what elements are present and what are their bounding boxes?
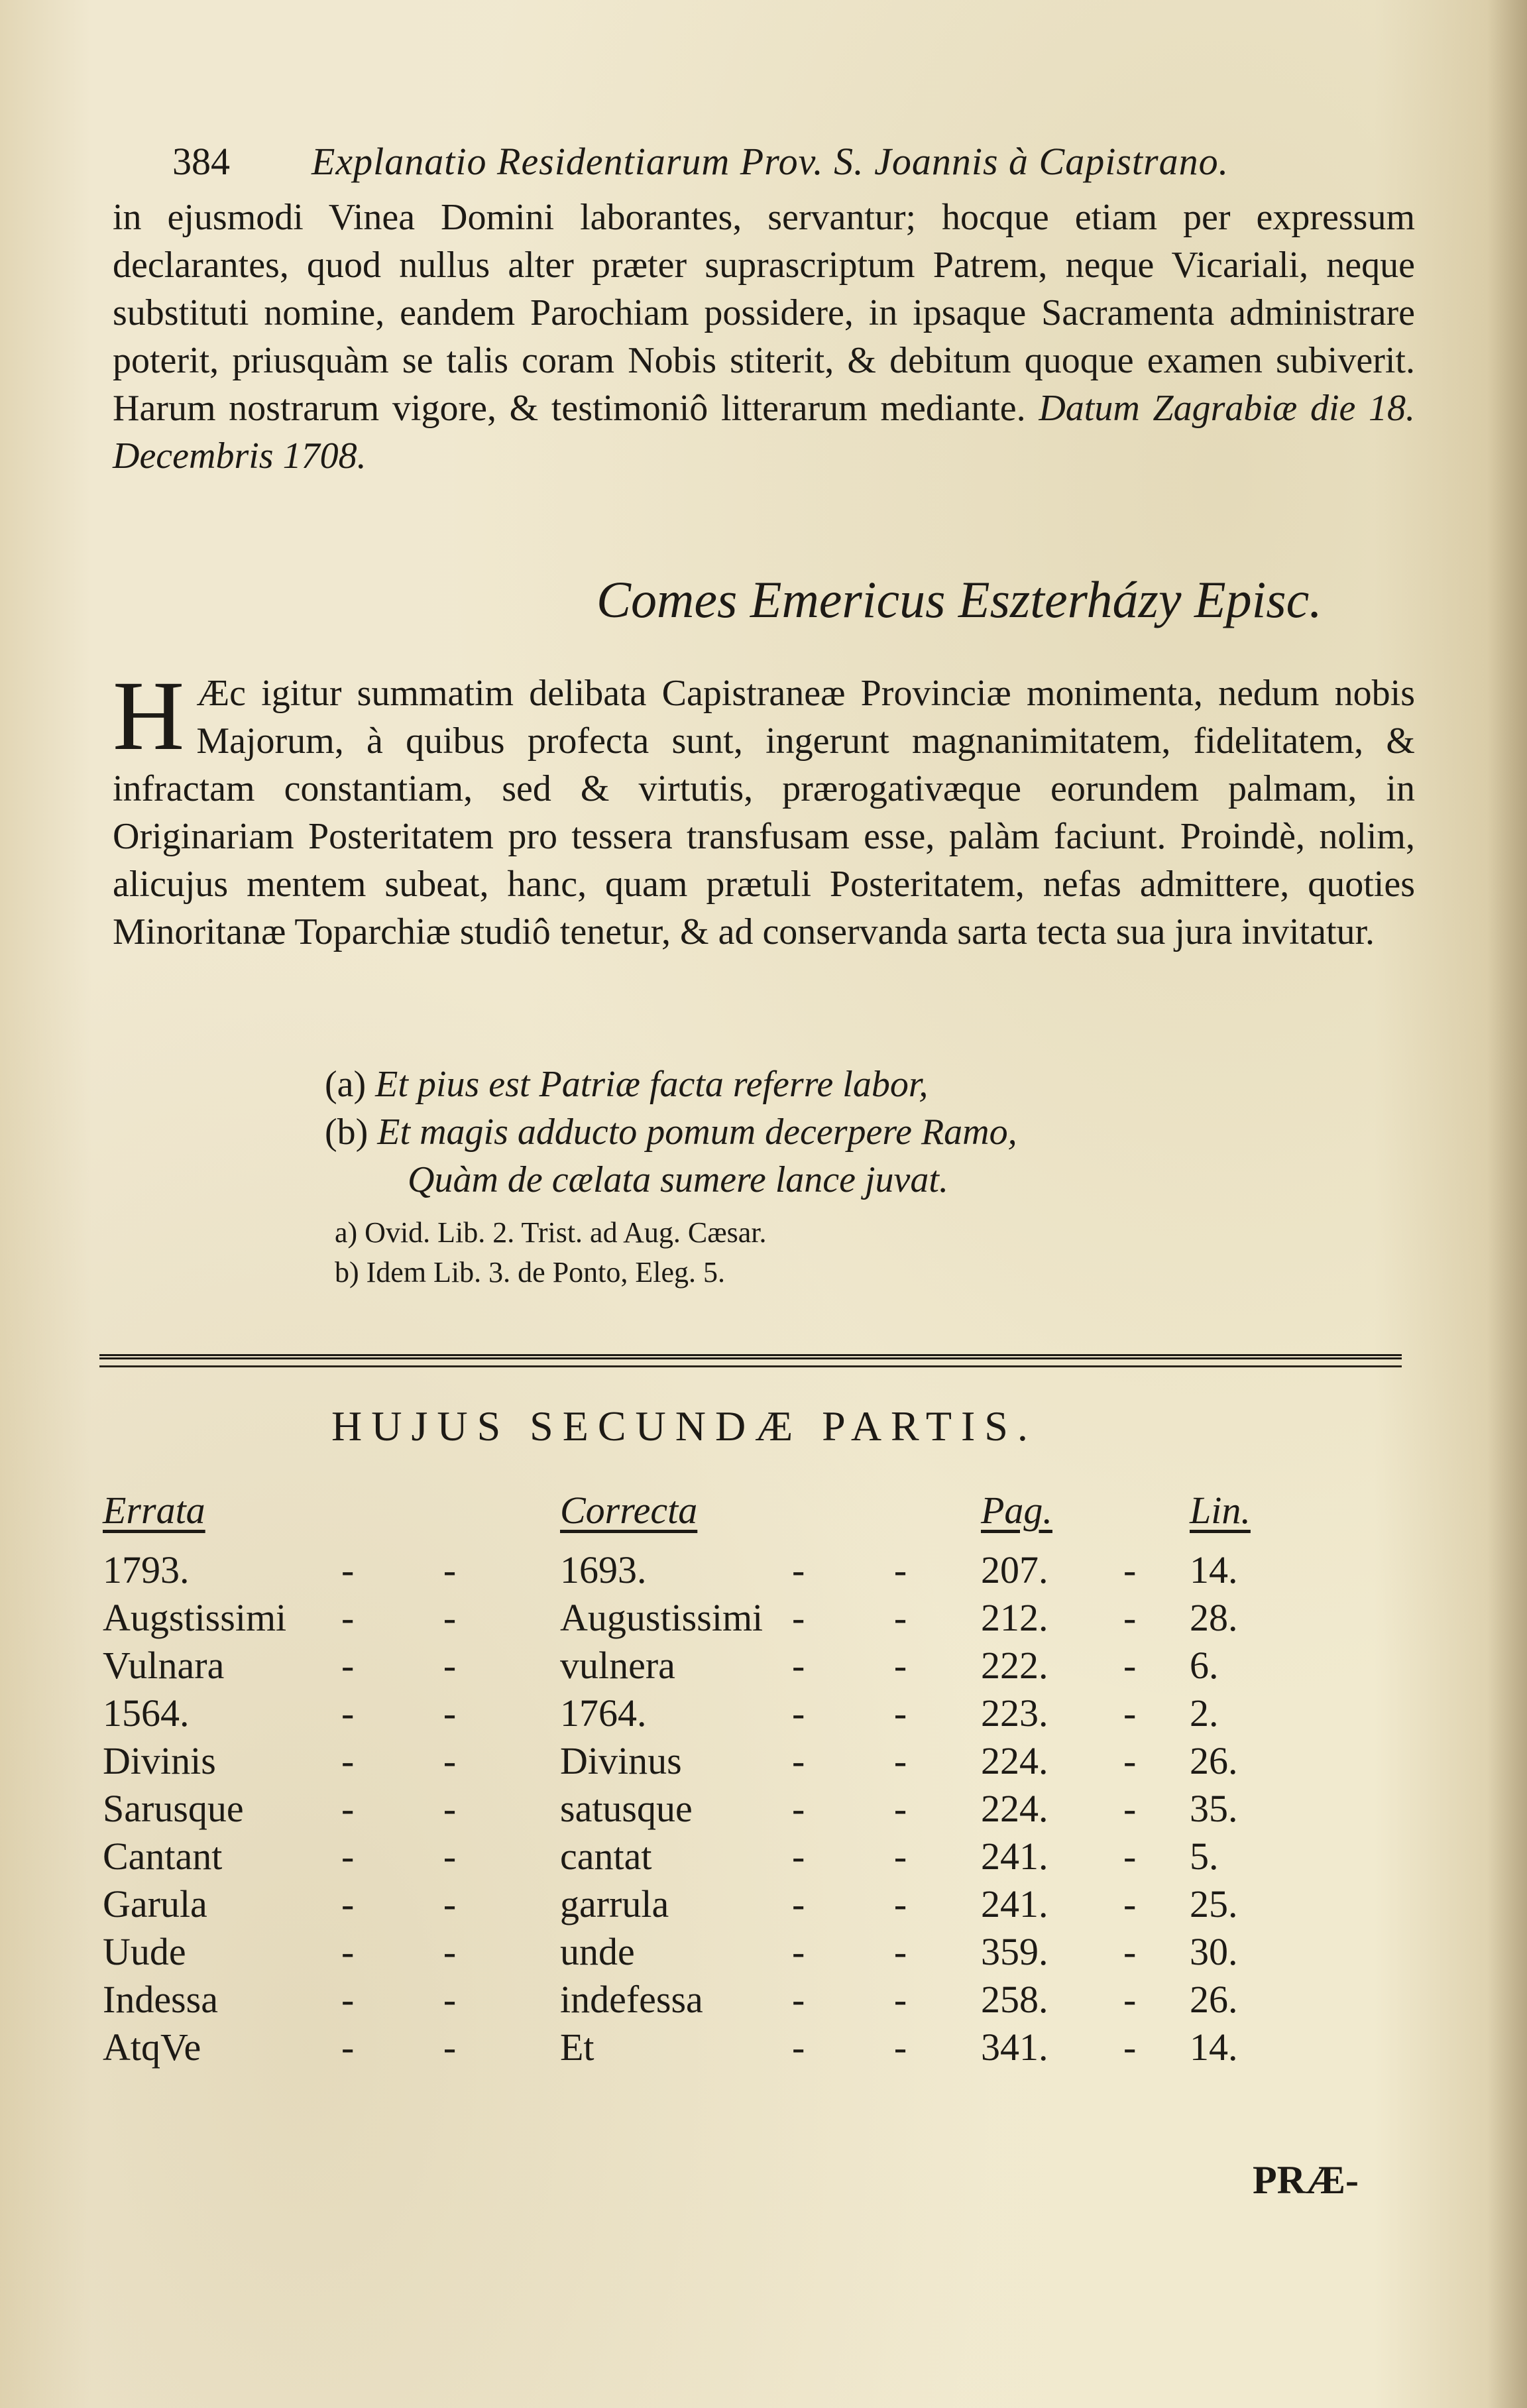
pag-cell: 224. <box>981 1739 1048 1782</box>
verse-line <box>325 1108 1418 1156</box>
errata-row <box>103 1691 1316 1739</box>
errata-header-row <box>103 1488 1316 1548</box>
errata-cell: 1793. <box>103 1548 190 1591</box>
verse-marker: (b) <box>325 1112 368 1153</box>
errata-cell: Garula <box>103 1882 207 1925</box>
pag-cell: 241. <box>981 1835 1048 1878</box>
leader-dashes: - <box>1123 1978 1137 2021</box>
errata-row <box>103 1977 1316 2025</box>
leader-dashes: - - <box>341 1644 496 1687</box>
pag-cell: 222. <box>981 1644 1048 1687</box>
leader-dashes: - <box>1123 2026 1137 2069</box>
leader-dashes: - <box>1123 1930 1137 1973</box>
leader-dashes: - <box>1123 1691 1137 1735</box>
correcta-cell: Augustissimi <box>560 1596 764 1639</box>
drop-cap: H <box>113 661 185 771</box>
leader-dashes: - - <box>341 2026 496 2069</box>
header-pag: Pag. <box>981 1489 1052 1532</box>
verse-text: Quàm de cælata sumere lance juvat. <box>408 1159 948 1200</box>
errata-cell: AtqVe <box>103 2026 201 2069</box>
verse-line <box>408 1156 1501 1204</box>
errata-cell: Divinis <box>103 1739 216 1782</box>
errata-cell: Vulnara <box>103 1644 225 1687</box>
leader-dashes: - - <box>792 1548 947 1591</box>
errata-cell: Uude <box>103 1930 186 1973</box>
lin-cell: 26. <box>1190 1978 1238 2021</box>
section-rule-thin <box>99 1365 1402 1367</box>
letter-text: in ejusmodi Vinea Domini laborantes, servantur; hocque etiam per expressum declarantes, quod nullus alter præter suprascriptum Patrem, neque Vicariali, neque substituti nomine, eandem Parochiam possidere, in ipsaque Sacramenta administrare poterit, priusquàm se talis coram Nobis stiterit, & debitum quoque examen subiverit. Harum nostrarum vigore, & testimoniô litterarum mediante. <box>113 197 1415 429</box>
footnote: b) Idem Lib. 3. de Ponto, Eleg. 5. <box>335 1256 726 1289</box>
pag-cell: 241. <box>981 1882 1048 1925</box>
lin-cell: 6. <box>1190 1644 1219 1687</box>
errata-row <box>103 1882 1316 1929</box>
footnotes <box>335 1213 767 1292</box>
errata-cell: Cantant <box>103 1835 223 1878</box>
leader-dashes: - - <box>792 1691 947 1735</box>
lin-cell: 2. <box>1190 1691 1219 1735</box>
leader-dashes: - <box>1123 1835 1137 1878</box>
pag-cell: 258. <box>981 1978 1048 2021</box>
errata-row <box>103 1595 1316 1643</box>
correcta-cell: 1764. <box>560 1691 647 1735</box>
pag-cell: 207. <box>981 1548 1048 1591</box>
leader-dashes: - - <box>792 1978 947 2021</box>
lin-cell: 26. <box>1190 1739 1238 1782</box>
lin-cell: 28. <box>1190 1596 1238 1639</box>
page-header <box>172 139 1379 192</box>
leader-dashes: - <box>1123 1739 1137 1782</box>
correcta-cell: 1693. <box>560 1548 647 1591</box>
lin-cell: 25. <box>1190 1882 1238 1925</box>
header-correcta: Correcta <box>560 1489 698 1532</box>
errata-cell: Indessa <box>103 1978 218 2021</box>
leader-dashes: - - <box>792 1644 947 1687</box>
correcta-cell: satusque <box>560 1787 693 1830</box>
running-title: Explanatio Residentiarum Prov. S. Joannis à Capistrano. <box>311 140 1229 183</box>
correcta-cell: Divinus <box>560 1739 682 1782</box>
errata-rows <box>103 1548 1316 2073</box>
leader-dashes: - - <box>341 1930 496 1973</box>
leader-dashes: - - <box>792 1835 947 1878</box>
lin-cell: 14. <box>1190 1548 1238 1591</box>
closing-text: Æc igitur summatim delibata Capistraneæ Provinciæ monimenta, nedum nobis Majorum, à quibus profecta sunt, ingerunt magnanimitatem, fidelitatem, & infractam constantiam, sed & virtutis, prærogativæque eorundem palmam, in Originariam Posteritatem pro tessera transfusam esse, palàm faciunt. Proindè, nolim, alicujus mentem subeat, hanc, quam prætuli Posteritatem, nefas admittere, quoties Minoritanæ Toparchiæ studiô tenetur, & ad conservanda sarta tecta sua jura invitatur. <box>113 673 1415 952</box>
errata-row <box>103 1643 1316 1691</box>
lin-cell: 14. <box>1190 2026 1238 2069</box>
pag-cell: 359. <box>981 1930 1048 1973</box>
verse-text: Et magis adducto pomum decerpere Ramo, <box>377 1112 1017 1153</box>
correcta-cell: unde <box>560 1930 635 1973</box>
errata-row <box>103 1739 1316 1786</box>
leader-dashes: - - <box>792 1739 947 1782</box>
footnote: a) Ovid. Lib. 2. Trist. ad Aug. Cæsar. <box>335 1216 767 1249</box>
errata-cell: Augstissimi <box>103 1596 287 1639</box>
leader-dashes: - - <box>341 1787 496 1830</box>
leader-dashes: - <box>1123 1787 1137 1830</box>
leader-dashes: - - <box>792 1882 947 1925</box>
leader-dashes: - <box>1123 1882 1137 1925</box>
errata-table <box>103 1488 1316 2073</box>
leader-dashes: - - <box>792 1930 947 1973</box>
pag-cell: 341. <box>981 2026 1048 2069</box>
errata-row <box>103 1834 1316 1882</box>
correcta-cell: cantat <box>560 1835 652 1878</box>
leader-dashes: - <box>1123 1548 1137 1591</box>
signature-line: Comes Emericus Eszterházy Episc. <box>596 571 1322 628</box>
correcta-cell: Et <box>560 2026 594 2069</box>
verse-text: Et pius est Patriæ facta referre labor, <box>375 1064 929 1105</box>
leader-dashes: - - <box>792 1787 947 1830</box>
correcta-cell: indefessa <box>560 1978 703 2021</box>
verse-marker: (a) <box>325 1064 367 1105</box>
catchword: PRÆ- <box>1253 2158 1359 2202</box>
leader-dashes: - <box>1123 1644 1137 1687</box>
correcta-cell: vulnera <box>560 1644 675 1687</box>
letter-datum: Datum Zagrabiæ die 18. Decembris 1708. <box>113 388 1416 477</box>
pag-cell: 223. <box>981 1691 1048 1735</box>
leader-dashes: - - <box>341 1596 496 1639</box>
leader-dashes: - - <box>341 1691 496 1735</box>
closing-paragraph <box>113 661 1415 956</box>
errata-row <box>103 1786 1316 1834</box>
leader-dashes: - - <box>341 1978 496 2021</box>
leader-dashes: - - <box>341 1835 496 1878</box>
leader-dashes: - <box>1123 1596 1137 1639</box>
leader-dashes: - - <box>341 1882 496 1925</box>
lin-cell: 5. <box>1190 1835 1219 1878</box>
verse-line <box>325 1061 1418 1108</box>
header-errata: Errata <box>103 1489 205 1532</box>
letter-paragraph <box>113 194 1415 480</box>
lin-cell: 35. <box>1190 1787 1238 1830</box>
errata-row <box>103 1929 1316 1977</box>
leader-dashes: - - <box>341 1739 496 1782</box>
errata-cell: Sarusque <box>103 1787 244 1830</box>
section-rule <box>99 1354 1402 1359</box>
errata-row <box>103 2025 1316 2073</box>
leader-dashes: - - <box>792 1596 947 1639</box>
errata-title: HUJUS SECUNDÆ PARTIS. <box>331 1403 1037 1450</box>
correcta-cell: garrula <box>560 1882 669 1925</box>
page-gutter-shadow <box>1487 0 1527 2408</box>
pag-cell: 212. <box>981 1596 1048 1639</box>
lin-cell: 30. <box>1190 1930 1238 1973</box>
leader-dashes: - - <box>341 1548 496 1591</box>
header-lin: Lin. <box>1190 1489 1251 1532</box>
errata-cell: 1564. <box>103 1691 190 1735</box>
pag-cell: 224. <box>981 1787 1048 1830</box>
errata-row <box>103 1548 1316 1595</box>
leader-dashes: - - <box>792 2026 947 2069</box>
page-number: 384 <box>172 140 230 183</box>
